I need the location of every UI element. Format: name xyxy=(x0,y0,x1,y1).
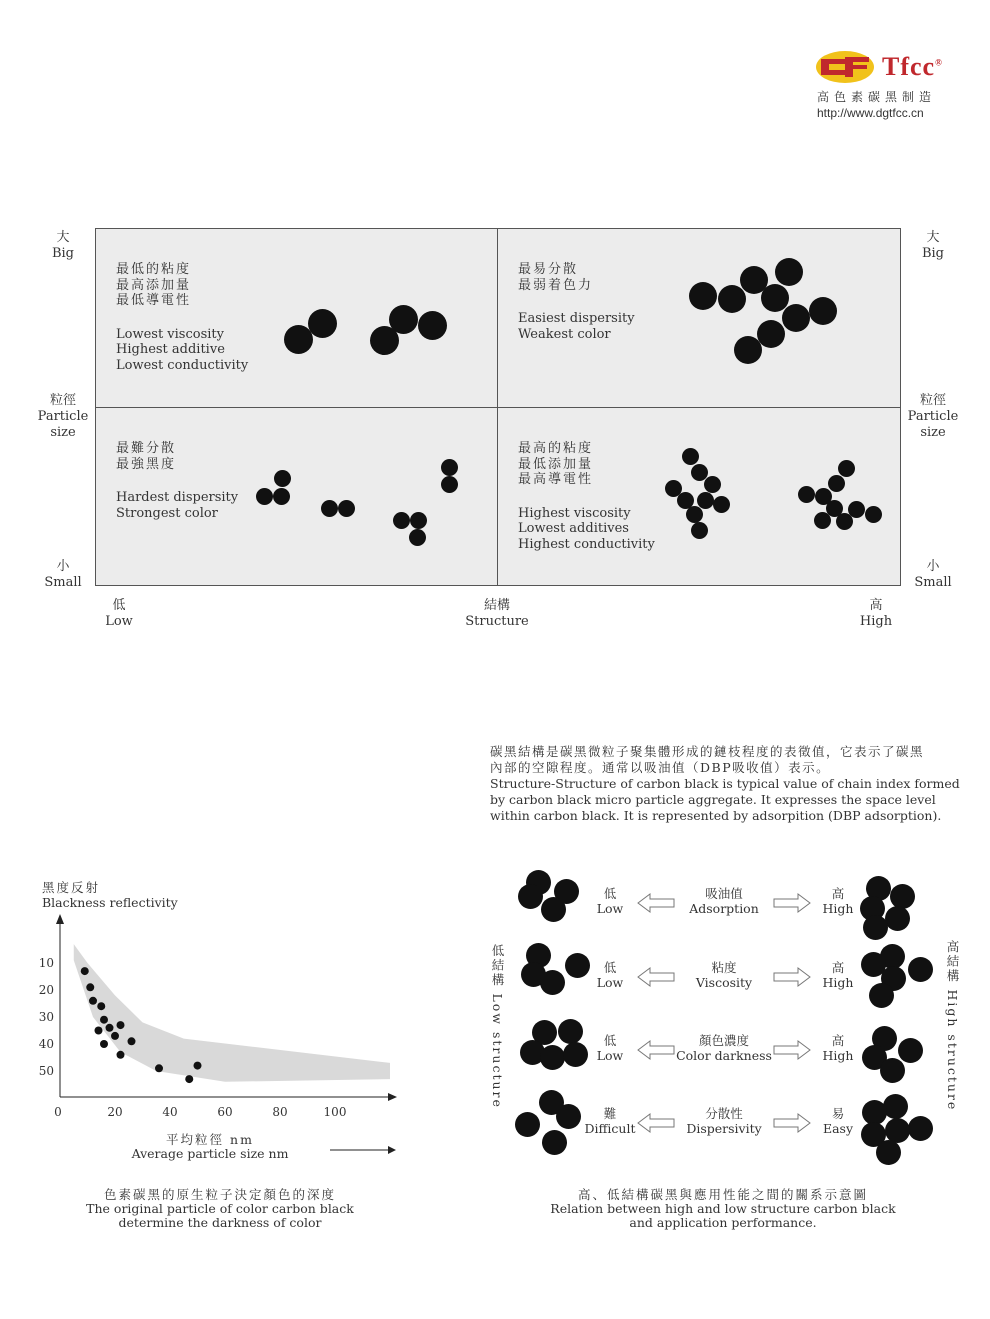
arrow-right-icon xyxy=(772,966,812,988)
chart-point xyxy=(95,1027,103,1035)
brand-url: http://www.dgtfcc.cn xyxy=(817,106,924,120)
tfcc-logo-icon xyxy=(815,50,875,84)
relation-mid-label: 分散性 Dispersivity xyxy=(686,1106,762,1136)
chart-title-cn: 黑度反射 xyxy=(42,880,101,895)
quadrant-top-right-text: 最易分散 最弱着色力 Easiest dispersity Weakest color xyxy=(518,262,635,342)
brand-tagline: 高色素碳黑制造 xyxy=(817,90,937,104)
chart-point xyxy=(106,1024,114,1032)
chart-point xyxy=(194,1062,202,1070)
relation-mid-label: 顏色濃度 Color darkness xyxy=(676,1033,772,1063)
bottom-axis-low: 低 Low xyxy=(105,598,133,629)
chart-xlabel-arrow-head xyxy=(388,1146,396,1154)
chart-point xyxy=(155,1064,163,1072)
left-axis-top: 大 Big xyxy=(51,230,75,261)
left-axis-bottom: 小 Small xyxy=(44,559,82,590)
quadrant-bottom-left-text: 最難分散 最強黑度 Hardest dispersity Strongest color xyxy=(116,441,239,521)
chart-x-tick: 60 xyxy=(217,1105,233,1119)
relation-right-label: 高 High xyxy=(822,960,854,990)
right-axis-bottom: 小 Small xyxy=(914,559,952,590)
chart-x-tick: 0 xyxy=(54,1105,62,1119)
quadrant-bottom-right-text: 最高的粘度 最低添加量 最高導電性 Highest viscosity Lowest additives Highest conductivity xyxy=(518,441,655,552)
chart-point xyxy=(81,967,89,975)
relation-mid-label: 吸油值 Adsorption xyxy=(689,886,759,916)
right-axis-top: 大 Big xyxy=(921,230,945,261)
chart-x-tick: 40 xyxy=(162,1105,178,1119)
bottom-axis-high: 高 High xyxy=(859,598,893,629)
chart-point xyxy=(100,1016,108,1024)
arrow-right-icon xyxy=(772,892,812,914)
chart-point xyxy=(185,1075,193,1083)
arrow-left-icon xyxy=(636,1112,676,1134)
arrow-left-icon xyxy=(636,966,676,988)
chart-x-tick: 100 xyxy=(323,1105,347,1119)
chart-y-tick: 20 xyxy=(38,983,54,997)
chart-x-arrow xyxy=(388,1093,397,1101)
left-axis-mid: 粒徑 Particle size xyxy=(37,393,89,440)
structure-description: 碳黑結構是碳黑微粒子聚集體形成的鏈枝程度的表徵值，它表示了碳黑 內部的空隙程度。通常以吸油值（DBP吸收值）表示。 Structure-Structure of carbon black is typical value of chain index formed by carbon black micro particle aggregate. It expresses the space level within carbon black. It is represented by adsorpition (DBP adsorption). xyxy=(490,744,960,823)
relation-right-label: 易 Easy xyxy=(822,1106,854,1136)
chart-xlabel: 平均粒徑 nm Average particle size nm xyxy=(131,1132,289,1161)
chart-point xyxy=(117,1021,125,1029)
bottom-axis-structure: 結構 Structure xyxy=(465,598,529,629)
relation-caption: 高、低結構碳黑與應用性能之間的關系示意圖 Relation between high and low structure carbon black and application performance. xyxy=(550,1187,896,1230)
right-axis-mid: 粒徑 Particle size xyxy=(907,393,959,440)
relation-left-label: 低 Low xyxy=(596,886,624,916)
relation-right-label: 高 High xyxy=(822,1033,854,1063)
arrow-right-icon xyxy=(772,1039,812,1061)
relation-mid-label: 粘度 Viscosity xyxy=(695,960,753,990)
chart-y-tick: 40 xyxy=(38,1037,54,1051)
chart-point xyxy=(97,1002,105,1010)
arrow-right-icon xyxy=(772,1112,812,1134)
chart-point xyxy=(117,1051,125,1059)
relation-left-label: 難 Difficult xyxy=(584,1106,636,1136)
chart-y-tick: 30 xyxy=(38,1010,54,1024)
arrow-left-icon xyxy=(636,892,676,914)
chart-band xyxy=(74,944,390,1082)
arrow-left-icon xyxy=(636,1039,676,1061)
chart-x-tick: 20 xyxy=(107,1105,123,1119)
brand-name: Tfcc® xyxy=(882,52,943,81)
quadrant-top-left-text: 最低的粘度 最高添加量 最低導電性 Lowest viscosity Highest additive Lowest conductivity xyxy=(116,262,249,373)
chart-x-tick: 80 xyxy=(272,1105,288,1119)
relation-right-label: 高 High xyxy=(822,886,854,916)
high-structure-label: 高結構 High structure xyxy=(945,940,960,1112)
chart-point xyxy=(100,1040,108,1048)
chart-point xyxy=(111,1032,119,1040)
quadrant-divider-horizontal xyxy=(95,407,901,408)
chart-y-arrow xyxy=(56,914,64,924)
low-structure-label: 低結構 Low structure xyxy=(490,944,505,1109)
relation-left-label: 低 Low xyxy=(596,1033,624,1063)
chart-point xyxy=(128,1037,136,1045)
relation-left-label: 低 Low xyxy=(596,960,624,990)
chart-point xyxy=(86,983,94,991)
chart-y-tick: 10 xyxy=(38,956,54,970)
blackness-chart xyxy=(0,900,420,1170)
chart-caption: 色素碳黑的原生粒子決定顏色的深度 The original particle of color carbon black determine the darkness of color xyxy=(86,1187,354,1230)
chart-y-tick: 50 xyxy=(38,1064,54,1078)
chart-point xyxy=(89,997,97,1005)
chart-title-en: Blackness reflectivity xyxy=(42,895,178,910)
